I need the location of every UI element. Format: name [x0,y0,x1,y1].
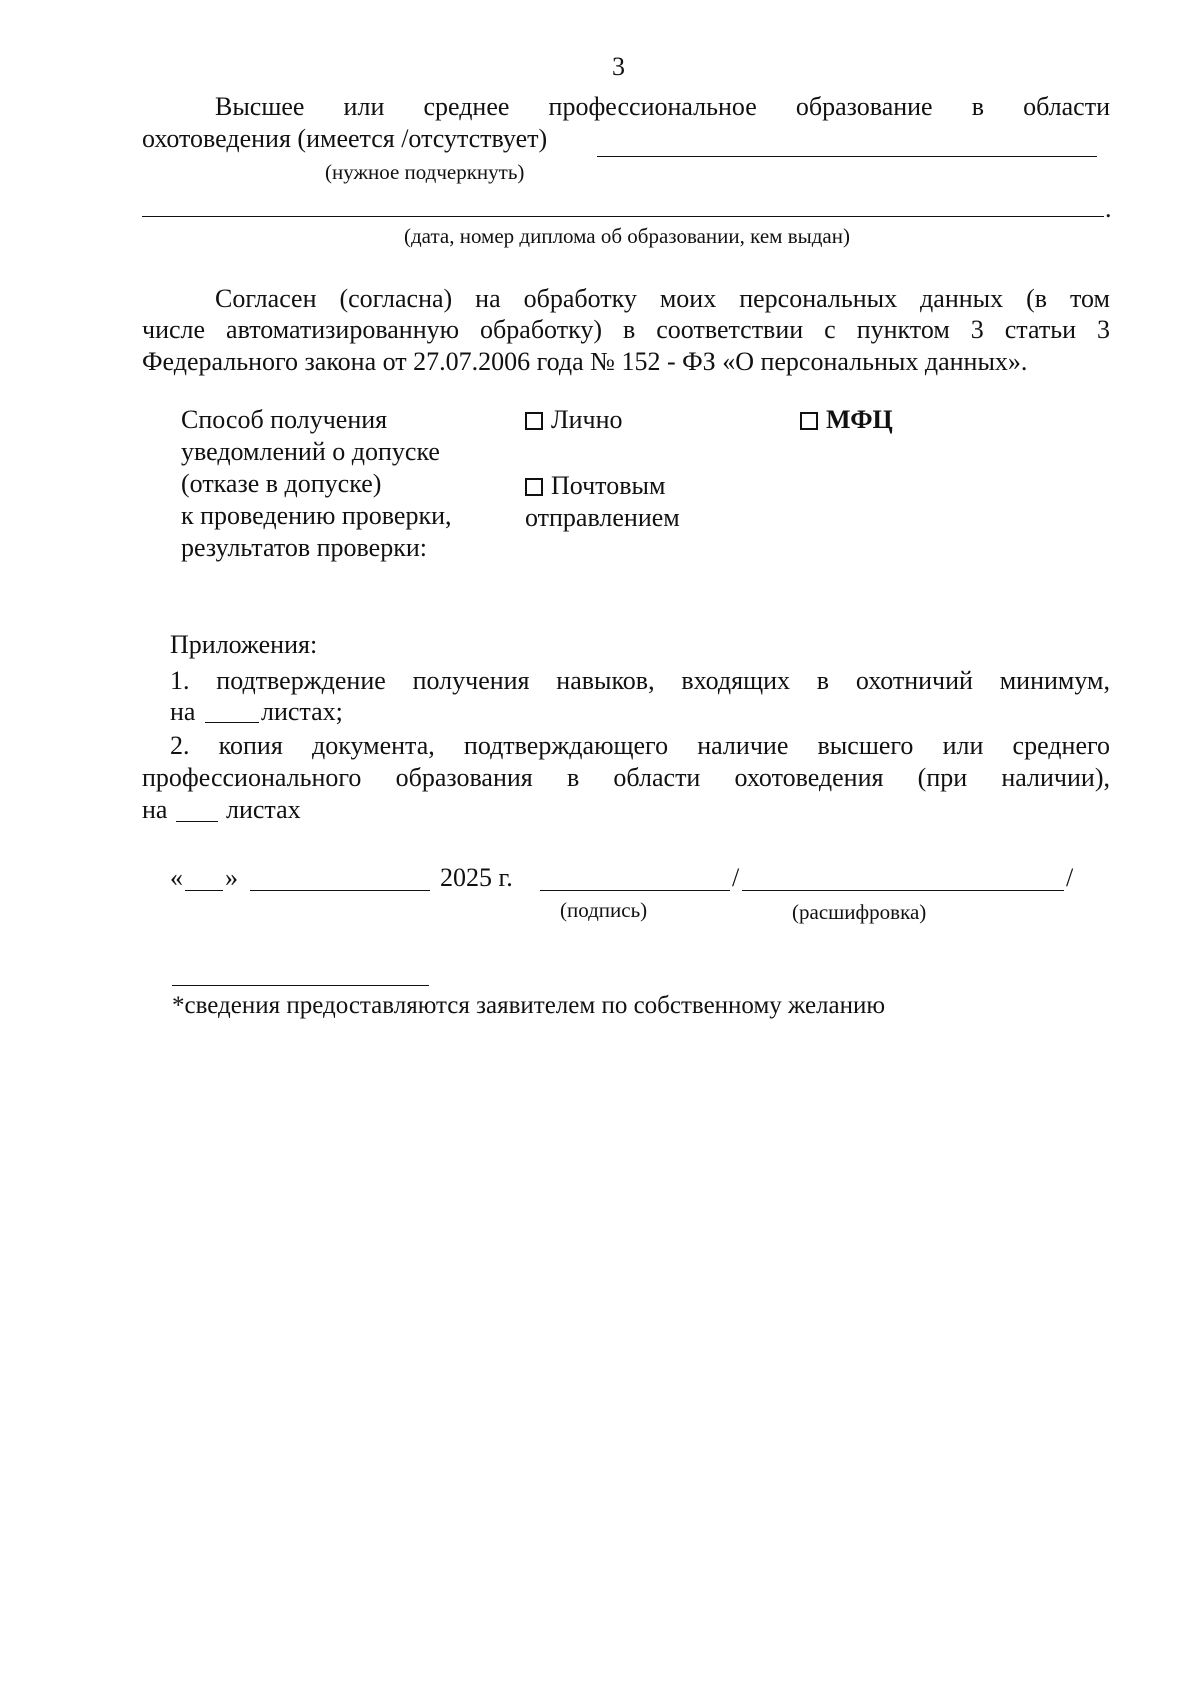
footnote-separator [172,985,429,986]
diploma-info-line[interactable] [142,216,1104,217]
consent-line-3: Федерального закона от 27.07.2006 года № 152 - ФЗ «О персональных данных». [142,347,1028,376]
option-mfc-label: МФЦ [826,405,893,434]
attachment-1-sheets: листах; [261,697,343,726]
attachments-heading: Приложения: [170,630,318,659]
option-personal[interactable] [525,405,623,435]
decoding-blank[interactable] [742,890,1064,891]
notification-label-1: Способ получения [181,405,388,434]
option-postal-label-1: Почтовым [551,471,666,500]
attachment-1-line-1: 1. подтверждение получения навыков, входящих в охотничий минимум, [170,666,1110,695]
checkbox-personal[interactable] [525,412,543,430]
checkbox-mfc[interactable] [800,412,818,430]
diploma-hint: (дата, номер диплома об образовании, кем выдан) [404,224,850,248]
option-postal[interactable] [525,471,665,501]
signature-label: (подпись) [560,898,648,922]
signature-slash-2: / [1066,863,1074,892]
notification-label-3: (отказе в допуске) [181,469,382,498]
education-line-1: Высшее или среднее профессиональное образование в области [215,92,1110,121]
education-answer-line[interactable] [597,156,1097,157]
consent-line-1: Согласен (согласна) на обработку моих персональных данных (в том [215,284,1110,313]
signature-slash-1: / [732,863,740,892]
signature-blank[interactable] [540,890,730,891]
date-quote-close: » [225,863,238,892]
underline-hint: (нужное подчеркнуть) [325,160,525,184]
option-mfc[interactable] [800,405,893,435]
footnote-text: *сведения предоставляются заявителем по собственному желанию [172,992,886,1019]
education-line-2: охотоведения (имеется /отсутствует) [142,124,548,153]
date-quote-open: « [170,863,183,892]
notification-label-5: результатов проверки: [181,533,427,562]
attachment-2-line-1: 2. копия документа, подтверждающего наличие высшего или среднего [170,731,1110,760]
option-personal-label: Лично [551,405,623,434]
date-year: 2025 г. [440,863,513,892]
diploma-line-end: . [1105,194,1112,223]
attachment-2-line-2: профессионального образования в области охотоведения (при наличии), [142,763,1110,792]
date-day-blank[interactable] [185,890,223,891]
decoding-label: (расшифровка) [792,900,927,924]
notification-label-4: к проведению проверки, [181,501,452,530]
attachment-1-sheets-blank[interactable] [205,722,259,723]
attachment-1-on: на [170,697,196,726]
attachment-2-sheets-blank[interactable] [176,821,218,822]
checkbox-postal[interactable] [525,478,543,496]
option-postal-label-2: отправлением [525,503,680,532]
consent-line-2: числе автоматизированную обработку) в соответствии с пунктом 3 статьи 3 [142,315,1110,344]
notification-label-2: уведомлений о допуске [181,437,440,466]
attachment-2-sheets: листах [226,795,301,824]
attachment-2-on: на [142,795,168,824]
date-month-blank[interactable] [250,890,430,891]
page-number: 3 [612,52,625,81]
